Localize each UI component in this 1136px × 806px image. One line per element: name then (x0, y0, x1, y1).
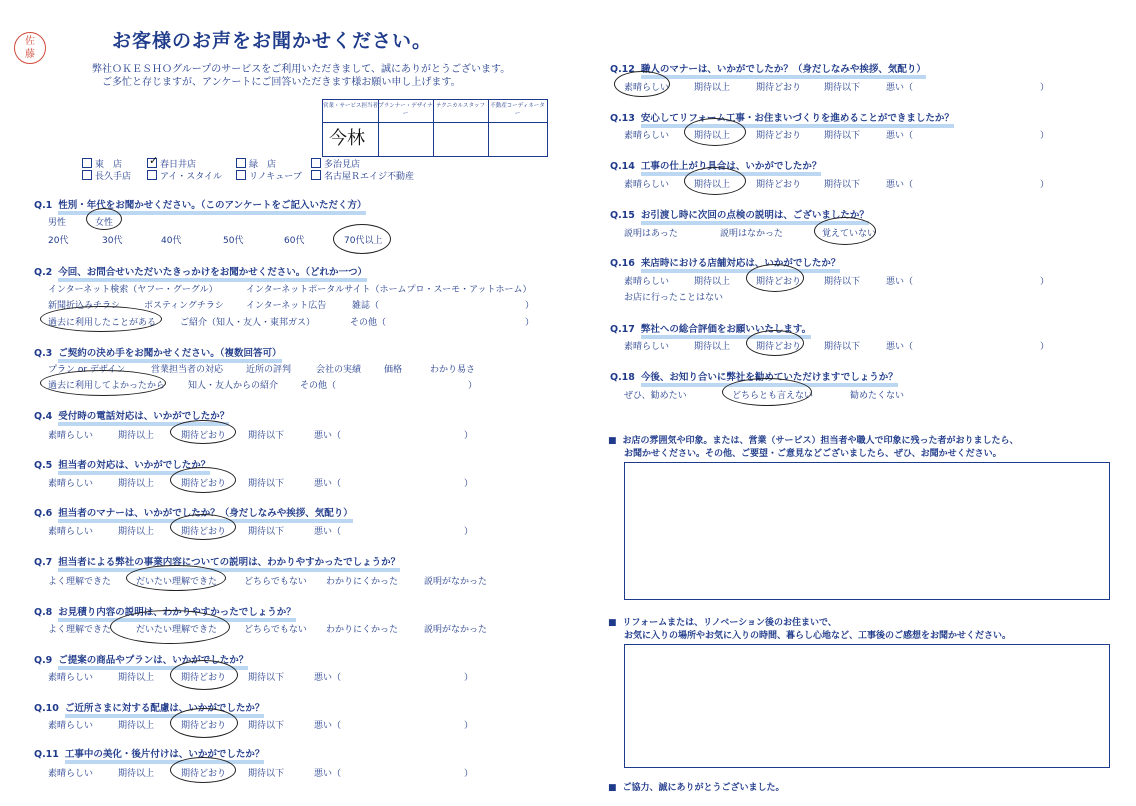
rating-bad[interactable]: 悪い（ (886, 83, 914, 93)
answer-circle (40, 370, 166, 396)
paren-close: ） (1040, 131, 1050, 141)
rating-below[interactable]: 期待以下 (824, 131, 861, 141)
store-option[interactable]: リノキューブ (236, 169, 302, 182)
checkbox-icon (311, 158, 321, 168)
checkbox-icon (147, 170, 157, 180)
rating-as-expected[interactable]: 期待どおり (756, 131, 802, 141)
rating-above[interactable]: 期待以上 (118, 479, 155, 489)
understand-option[interactable]: だいたい理解できた (136, 577, 218, 587)
store-option[interactable]: 緑 店 (236, 157, 276, 170)
rating-bad[interactable]: 悪い（ (886, 277, 914, 287)
store-option[interactable]: ✓ 春日井店 (149, 154, 197, 170)
never-visited-option[interactable]: お店に行ったことはない (624, 293, 724, 303)
rating-as-expected[interactable]: 期待どおり (756, 180, 802, 190)
q18-option[interactable]: どちらとも言えない (732, 391, 814, 401)
answer-circle (722, 378, 812, 406)
page-title: お客様のお声をお聞かせください。 (112, 30, 433, 52)
rating-above[interactable]: 期待以上 (118, 673, 155, 683)
rating-excellent[interactable]: 素晴らしい (624, 180, 670, 190)
store-option[interactable]: 名古屋Ｒエイジ不動産 (311, 169, 414, 182)
answer-circle (170, 757, 236, 783)
rating-excellent[interactable]: 素晴らしい (48, 673, 94, 683)
paren-close: ） (1040, 180, 1050, 190)
age-option[interactable]: 50代 (223, 236, 244, 246)
rating-below[interactable]: 期待以下 (824, 83, 861, 93)
q2-option[interactable]: インターネット検索（ヤフー・グーグル） (48, 285, 218, 295)
comment-section-2-heading: ■ リフォームまたは、リノベーション後のお住まいで、 (608, 618, 837, 628)
q18-option[interactable]: 勧めたくない (850, 391, 905, 401)
paren-close: ） (1040, 83, 1050, 93)
q15-option[interactable]: 覚えていない (822, 229, 877, 239)
q3-option[interactable]: プラン or デザイン (48, 365, 126, 375)
q2-option[interactable]: 雑誌（ (352, 301, 380, 311)
answer-circle (170, 660, 238, 690)
question-18: Q.18 今後、お知り合いに弊社を勧めていただけますでしょうか？ (610, 369, 898, 387)
answer-circle (110, 610, 230, 644)
checkbox-icon (311, 170, 321, 180)
paren-close: ） (1040, 342, 1050, 352)
question-13: Q.13 安心してリフォーム工事・お住まいづくりを進めることができましたか？ (610, 110, 954, 128)
rating-bad[interactable]: 悪い（ (886, 131, 914, 141)
rating-bad[interactable]: 悪い（ (886, 342, 914, 352)
rating-below[interactable]: 期待以下 (248, 527, 285, 537)
rating-excellent[interactable]: 素晴らしい (624, 342, 670, 352)
rating-as-expected[interactable]: 期待どおり (756, 83, 802, 93)
rating-bad[interactable]: 悪い（ (314, 673, 342, 683)
question-9: Q.9 ご提案の商品やプランは、いかがでしたか？ (34, 652, 248, 670)
question-11: Q.11 工事中の美化・後片付けは、いかがでしたか？ (34, 746, 264, 764)
rating-excellent[interactable]: 素晴らしい (48, 721, 94, 731)
understand-option[interactable]: わかりにくかった (326, 577, 399, 587)
question-3: Q.3 ご契約の決め手をお聞かせください。（複数回答可） (34, 345, 282, 363)
rating-above[interactable]: 期待以上 (118, 721, 155, 731)
question-15: Q.15 お引渡し時に次回の点検の説明は、ございましたか？ (610, 207, 869, 225)
answer-circle (333, 224, 391, 254)
paren-close: ） (464, 527, 474, 537)
paren-close: ） (464, 479, 474, 489)
store-option[interactable]: アイ・スタイル (147, 169, 222, 182)
checkbox-icon (82, 170, 92, 180)
age-option[interactable]: 20代 (48, 236, 69, 246)
understand-option[interactable]: よく理解できた (48, 577, 112, 587)
staff-table (322, 99, 548, 157)
understand-option[interactable]: わかりにくかった (326, 625, 399, 635)
rating-as-expected[interactable]: 期待どおり (756, 277, 802, 287)
intro-line-1: 弊社ＯＫＥＳＨＯグループのサービスをご利用いただきまして、誠にありがとうございます。 (92, 64, 511, 75)
rating-above[interactable]: 期待以上 (694, 277, 731, 287)
answer-circle (684, 118, 746, 146)
answer-circle (170, 420, 236, 444)
staff-header-planner: プランナー・デザイナー (378, 100, 433, 123)
paren-close: ） (464, 769, 474, 779)
q3-option[interactable]: 知人・友人からの紹介 (188, 381, 279, 391)
answer-circle (170, 708, 238, 738)
rating-bad[interactable]: 悪い（ (314, 721, 342, 731)
staff-value-sales: 今林 (329, 128, 365, 149)
understand-option[interactable]: よく理解できた (48, 625, 112, 635)
answer-circle (814, 217, 876, 245)
q15-option[interactable]: 説明はなかった (720, 229, 784, 239)
comment-section-1-subheading: お聞かせください。その他、ご要望・ご意見などございましたら、ぜひ、お聞かせください。 (624, 449, 1002, 459)
rating-below[interactable]: 期待以下 (248, 479, 285, 489)
answer-circle (40, 306, 162, 332)
staff-header-technical: テクニカルスタッフ (433, 100, 488, 123)
q2-option[interactable]: 新聞折込みチラシ (48, 301, 121, 311)
q3-option[interactable]: 近所の評判 (246, 365, 292, 375)
age-option[interactable]: 30代 (102, 236, 123, 246)
rating-below[interactable]: 期待以下 (824, 277, 861, 287)
rating-as-expected[interactable]: 期待どおり (756, 342, 802, 352)
comment-box-2[interactable] (624, 644, 1110, 768)
checkbox-icon (236, 158, 246, 168)
rating-above[interactable]: 期待以上 (694, 83, 731, 93)
rating-bad[interactable]: 悪い（ (314, 769, 342, 779)
rating-above[interactable]: 期待以上 (694, 342, 731, 352)
q15-option[interactable]: 説明はあった (624, 229, 678, 239)
q2-option[interactable]: インターネットポータルサイト（ホームプロ・スーモ・アットホーム） (246, 285, 532, 295)
understand-option[interactable]: 説明がなかった (424, 577, 488, 587)
q3-option[interactable]: わかり易さ (430, 365, 476, 375)
understand-option[interactable]: 説明がなかった (424, 625, 488, 635)
q3-option[interactable]: 過去に利用してよかったから (48, 381, 166, 391)
question-5: Q.5 担当者の対応は、いかがでしたか？ (34, 457, 210, 475)
rating-bad[interactable]: 悪い（ (314, 431, 342, 441)
rating-bad[interactable]: 悪い（ (314, 479, 342, 489)
checkbox-icon (236, 170, 246, 180)
rating-excellent[interactable]: 素晴らしい (48, 431, 94, 441)
store-option[interactable]: 長久手店 (82, 169, 131, 182)
age-option[interactable]: 60代 (284, 236, 305, 246)
understand-option[interactable]: どちらでもない (244, 625, 307, 635)
question-8: Q.8 お見積り内容の説明は、わかりやすかったでしょうか？ (34, 604, 296, 622)
rating-below[interactable]: 期待以下 (824, 180, 861, 190)
q3-option[interactable]: 会社の実績 (316, 365, 362, 375)
question-1: Q.1 性別・年代をお聞かせください。（このアンケートをご記入いただく方） (34, 197, 366, 215)
thanks-note: ■ ご協力、誠にありがとうございました。 (608, 783, 785, 793)
understand-option[interactable]: だいたい理解できた (136, 625, 218, 635)
q3-option[interactable]: 価格 (384, 365, 403, 375)
age-option[interactable]: 40代 (161, 236, 182, 246)
question-7: Q.7 担当者による弊社の事業内容についての説明は、わかりやすかったでしょうか？ (34, 554, 400, 572)
question-14: Q.14 工事の仕上がり具合は、いかがでしたか？ (610, 158, 821, 176)
rating-below[interactable]: 期待以下 (824, 342, 861, 352)
q2-option[interactable]: その他（ (350, 318, 387, 328)
q18-option[interactable]: ぜひ、勧めたい (624, 391, 687, 401)
rating-below[interactable]: 期待以下 (248, 431, 285, 441)
checked-checkbox-icon: ✓ (149, 154, 159, 167)
gender-male[interactable]: 男性 (48, 218, 67, 228)
staff-header-sales: 営業・サービス担当者 (323, 100, 378, 123)
rating-as-expected[interactable]: 期待どおり (181, 673, 227, 683)
store-option[interactable]: 東 店 (82, 157, 122, 170)
rating-excellent[interactable]: 素晴らしい (624, 277, 670, 287)
q2-option[interactable]: インターネット広告 (246, 301, 327, 311)
question-6: Q.6 担当者のマナーは、いかがでしたか？（身だしなみや挨拶、気配り） (34, 505, 353, 523)
rating-as-expected[interactable]: 期待どおり (181, 527, 227, 537)
answer-circle (614, 71, 670, 97)
rating-excellent[interactable]: 素晴らしい (624, 131, 670, 141)
rating-excellent[interactable]: 素晴らしい (624, 83, 670, 93)
q2-option[interactable]: ポスティングチラシ (144, 301, 224, 311)
paren-close: ） (464, 673, 474, 683)
rating-above[interactable]: 期待以上 (694, 180, 731, 190)
rating-below[interactable]: 期待以下 (248, 721, 285, 731)
question-2: Q.2 今回、お問合せいただいたきっかけをお聞かせください。（どれか一つ） (34, 264, 367, 282)
rating-below[interactable]: 期待以下 (248, 673, 285, 683)
q2-option[interactable]: ご紹介（知人・友人・東邦ガス） (180, 318, 316, 328)
rating-above[interactable]: 期待以上 (118, 431, 155, 441)
question-10: Q.10 ご近所さまに対する配慮は、いかがでしたか？ (34, 700, 264, 718)
rating-above[interactable]: 期待以上 (118, 769, 155, 779)
paren-close: ） (464, 431, 474, 441)
rating-as-expected[interactable]: 期待どおり (181, 431, 227, 441)
store-option[interactable]: 多治見店 (311, 157, 360, 170)
rating-above[interactable]: 期待以上 (694, 131, 731, 141)
rating-bad[interactable]: 悪い（ (314, 527, 342, 537)
staff-header-realestate: 不動産コーディネーター (488, 100, 547, 123)
comment-section-2-subheading: お気に入りの場所やお気に入りの時間、暮らし心地など、工事後のご感想をお聞かせください。 (624, 631, 1012, 641)
question-17: Q.17 弊社への総合評価をお願いいたします。 (610, 321, 811, 339)
rating-excellent[interactable]: 素晴らしい (48, 479, 94, 489)
paren-close: ） (525, 301, 535, 311)
answer-circle (170, 514, 236, 540)
comment-section-1-heading: ■ お店の雰囲気や印象。または、営業（サービス）担当者や職人で印象に残った者がおりましたら、 (608, 436, 1019, 446)
seal-stamp: 佐藤 (14, 32, 46, 64)
rating-as-expected[interactable]: 期待どおり (181, 721, 227, 731)
comment-box-1[interactable] (624, 462, 1110, 600)
rating-excellent[interactable]: 素晴らしい (48, 527, 94, 537)
checkbox-icon (82, 158, 92, 168)
answer-circle (684, 167, 746, 195)
paren-close: ） (468, 381, 478, 391)
rating-below[interactable]: 期待以下 (248, 769, 285, 779)
rating-as-expected[interactable]: 期待どおり (181, 769, 227, 779)
paren-close: ） (464, 721, 474, 731)
paren-close: ） (525, 318, 535, 328)
question-12: Q.12 職人のマナーは、いかがでしたか？（身だしなみや挨拶、気配り） (610, 61, 926, 79)
question-16: Q.16 来店時における店舗対応は、いかがでしたか？ (610, 255, 840, 273)
answer-circle (746, 264, 804, 292)
rating-bad[interactable]: 悪い（ (886, 180, 914, 190)
q3-option[interactable]: その他（ (300, 381, 337, 391)
question-4: Q.4 受付時の電話対応は、いかがでしたか？ (34, 408, 229, 426)
answer-circle (746, 330, 804, 356)
q2-option[interactable]: 過去に利用したことがある (48, 318, 157, 328)
answer-circle (170, 467, 236, 493)
gender-female[interactable]: 女性 (95, 218, 114, 228)
understand-option[interactable]: どちらでもない (244, 577, 307, 587)
intro-line-2: ご多忙と存じますが、アンケートにご回答いただきます様お願い申し上げます。 (102, 77, 461, 88)
rating-above[interactable]: 期待以上 (118, 527, 155, 537)
answer-circle (126, 565, 226, 591)
age-option[interactable]: 70代以上 (344, 236, 383, 246)
q3-option[interactable]: 営業担当者の対応 (151, 365, 224, 375)
rating-as-expected[interactable]: 期待どおり (181, 479, 227, 489)
rating-excellent[interactable]: 素晴らしい (48, 769, 94, 779)
paren-close: ） (1040, 277, 1050, 287)
answer-circle (86, 208, 122, 230)
